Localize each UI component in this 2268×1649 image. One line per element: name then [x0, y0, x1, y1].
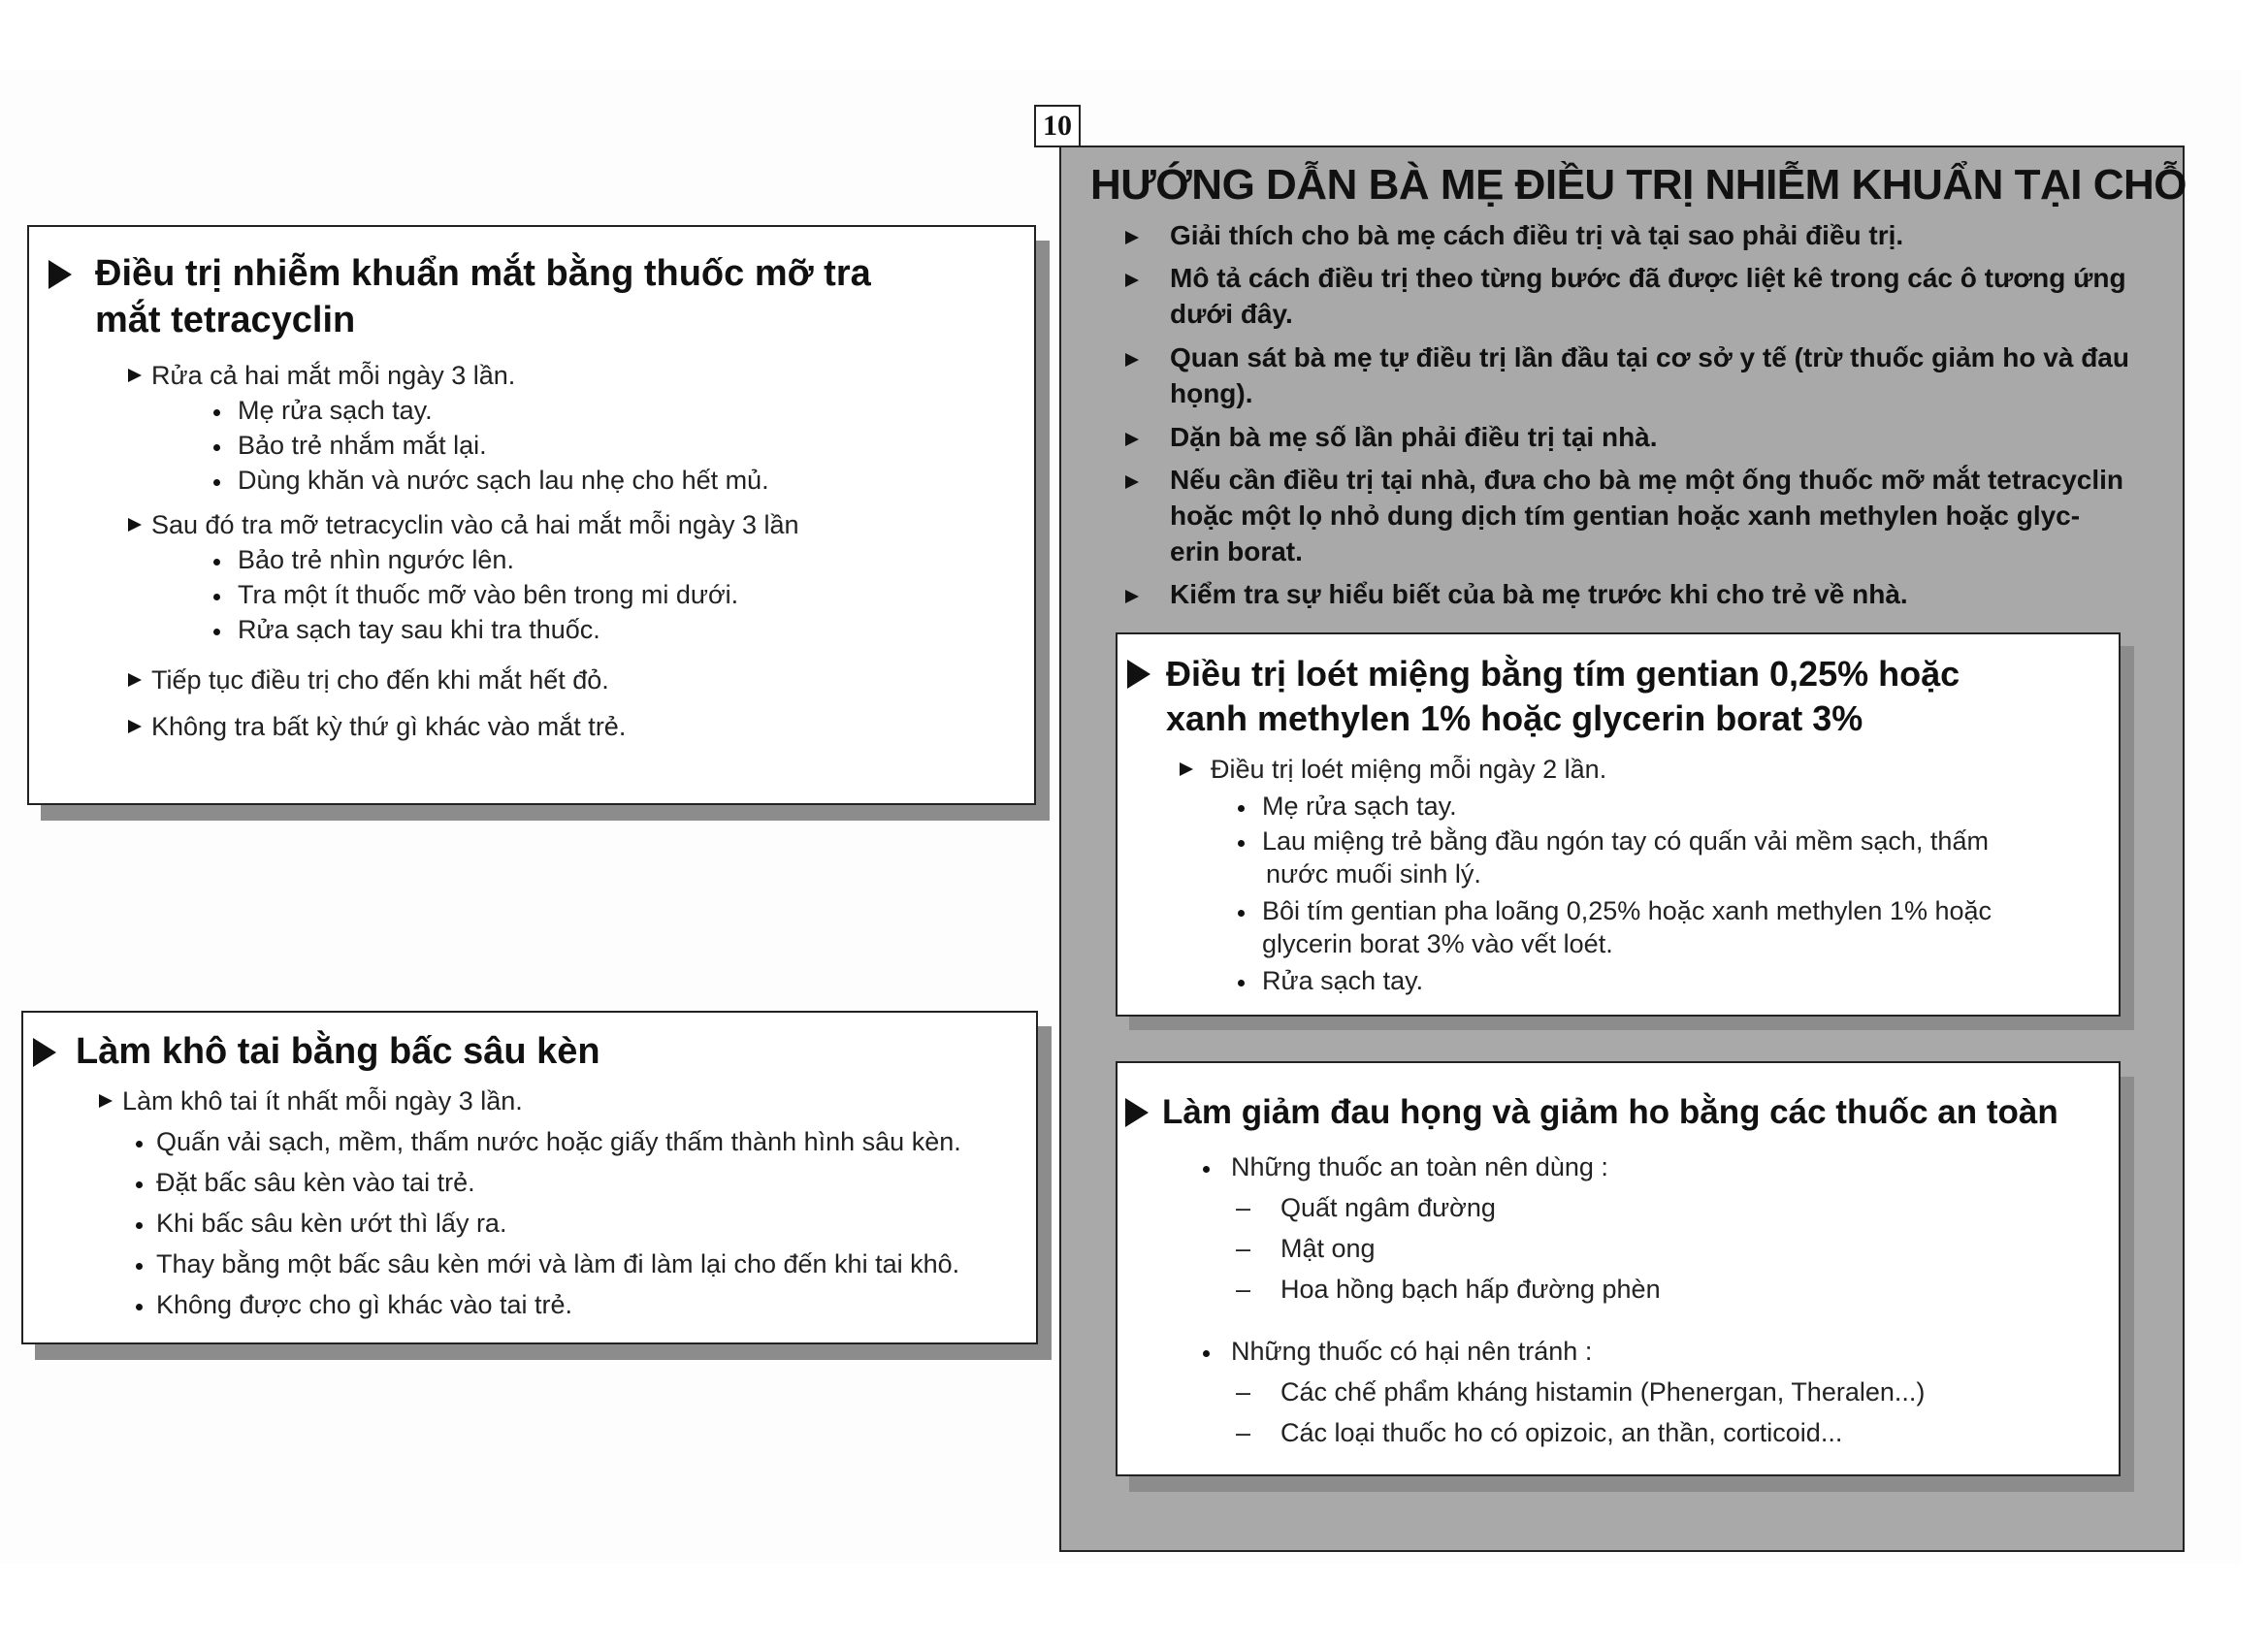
dot-bullet-icon — [136, 1141, 143, 1148]
dot-bullet-icon — [136, 1304, 143, 1310]
dot-bullet-icon — [136, 1263, 143, 1270]
eye-step-4: Không tra bất kỳ thứ gì khác vào mắt trẻ. — [128, 710, 626, 743]
throat-safe-1: – Quất ngâm đường — [1236, 1193, 1496, 1222]
mouth-step: Điều trị loét miệng mỗi ngày 2 lần. — [1180, 753, 1606, 786]
throat-safe-2: – Mật ong — [1236, 1234, 1376, 1263]
mouth-sub-3: Bôi tím gentian pha loãng 0,25% hoặc xanh methylen 1% hoặc glycerin borat 3% vào vết loét. — [1238, 894, 1992, 960]
dot-bullet-icon — [1238, 840, 1245, 847]
throat-box-title: Làm giảm đau họng và giảm ho bằng các thuốc an toàn — [1125, 1090, 2058, 1135]
dot-bullet-icon — [213, 559, 220, 566]
mouth-box-title-line-2: xanh methylen 1% hoặc glycerin borat 3% — [1166, 698, 1863, 738]
arrow-bullet-icon — [1125, 353, 1139, 367]
arrow-bullet-icon — [1125, 433, 1139, 446]
eye-box-title-line-1: Điều trị nhiễm khuẩn mắt bằng thuốc mỡ tra — [95, 253, 871, 294]
mouth-sub-2: Lau miệng trẻ bằng đầu ngón tay có quấn vải mềm sạch, thấm nước muối sinh lý. — [1238, 824, 1989, 890]
dot-bullet-icon — [1203, 1350, 1210, 1357]
mouth-box-title — [1127, 652, 1960, 741]
ear-sub-2: Đặt bấc sâu kèn vào tai trẻ. — [136, 1166, 475, 1199]
arrow-bullet-icon — [99, 1094, 113, 1108]
eye-box-title — [49, 250, 871, 343]
arrow-bullet-icon — [1125, 231, 1139, 244]
mouth-sub-4: Rửa sạch tay. — [1238, 964, 1423, 997]
arrow-bullet-icon — [128, 720, 142, 733]
triangle-marker-icon — [1127, 660, 1150, 689]
throat-harmful-1: – Các chế phẩm kháng histamin (Phenergan, Theralen...) — [1236, 1377, 1926, 1406]
eye-step-2: Sau đó tra mỡ tetracyclin vào cả hai mắt mỗi ngày 3 lần — [128, 508, 799, 541]
dot-bullet-icon — [1238, 980, 1245, 986]
arrow-bullet-icon — [1125, 274, 1139, 287]
guide-title: HƯỚNG DẪN BÀ MẸ ĐIỀU TRỊ NHIỄM KHUẨN TẠI CHỖ — [1090, 161, 2187, 209]
eye-step-1-sub-1: Mẹ rửa sạch tay. — [213, 394, 433, 427]
ear-sub-1: Quấn vải sạch, mềm, thấm nước hoặc giấy thấm thành hình sâu kèn. — [136, 1125, 961, 1158]
guide-item-1: Giải thích cho bà mẹ cách điều trị và tại sao phải điều trị. — [1125, 217, 1903, 253]
ear-step: Làm khô tai ít nhất mỗi ngày 3 lần. — [99, 1084, 523, 1117]
guide-item-2: Mô tả cách điều trị theo từng bước đã được liệt kê trong các ô tương ứng dưới đây. — [1125, 260, 2126, 332]
dot-bullet-icon — [1203, 1166, 1210, 1173]
dot-bullet-icon — [213, 444, 220, 451]
eye-step-1: Rửa cả hai mắt mỗi ngày 3 lần. — [128, 359, 515, 392]
ear-box-title: Làm khô tai bằng bấc sâu kèn — [33, 1028, 600, 1075]
dot-bullet-icon — [136, 1181, 143, 1188]
arrow-bullet-icon — [1125, 590, 1139, 603]
eye-step-2-sub-3: Rửa sạch tay sau khi tra thuốc. — [213, 613, 600, 646]
throat-safe-3: – Hoa hồng bạch hấp đường phèn — [1236, 1275, 1661, 1304]
throat-safe-label: Những thuốc an toàn nên dùng : — [1203, 1150, 1608, 1183]
dot-bullet-icon — [1238, 805, 1245, 812]
ear-sub-5: Không được cho gì khác vào tai trẻ. — [136, 1288, 572, 1321]
triangle-marker-icon — [49, 260, 72, 289]
eye-step-3: Tiếp tục điều trị cho đến khi mắt hết đỏ. — [128, 663, 609, 696]
eye-step-2-sub-2: Tra một ít thuốc mỡ vào bên trong mi dưới. — [213, 578, 738, 611]
guide-item-5: Nếu cần điều trị tại nhà, đưa cho bà mẹ một ống thuốc mỡ mắt tetracyclin hoặc một lọ nhỏ dung dịch tím gentian hoặc xanh methylen hoặc glyc- erin borat. — [1125, 462, 2123, 569]
arrow-bullet-icon — [1180, 762, 1193, 776]
mouth-sub-1: Mẹ rửa sạch tay. — [1238, 790, 1457, 823]
arrow-bullet-icon — [128, 673, 142, 687]
arrow-bullet-icon — [128, 369, 142, 382]
dot-bullet-icon — [213, 409, 220, 416]
arrow-bullet-icon — [128, 518, 142, 532]
dot-bullet-icon — [213, 479, 220, 486]
guide-item-6: Kiểm tra sự hiểu biết của bà mẹ trước khi cho trẻ về nhà. — [1125, 576, 1908, 612]
mouth-box-title-line-1: Điều trị loét miệng bằng tím gentian 0,25% hoặc — [1166, 654, 1960, 694]
ear-sub-3: Khi bấc sâu kèn ướt thì lấy ra. — [136, 1207, 506, 1240]
eye-step-2-sub-1: Bảo trẻ nhìn ngước lên. — [213, 543, 514, 576]
eye-step-1-sub-2: Bảo trẻ nhắm mắt lại. — [213, 429, 487, 462]
dot-bullet-icon — [136, 1222, 143, 1229]
triangle-marker-icon — [33, 1038, 56, 1067]
triangle-marker-icon — [1125, 1098, 1149, 1127]
guide-item-4: Dặn bà mẹ số lần phải điều trị tại nhà. — [1125, 419, 1658, 455]
guide-item-3: Quan sát bà mẹ tự điều trị lần đầu tại cơ sở y tế (trừ thuốc giảm ho và đau họng). — [1125, 340, 2129, 411]
eye-step-1-sub-3: Dùng khăn và nước sạch lau nhẹ cho hết mủ. — [213, 464, 769, 497]
arrow-bullet-icon — [1125, 475, 1139, 489]
dot-bullet-icon — [1238, 910, 1245, 917]
throat-harmful-2: – Các loại thuốc ho có opizoic, an thần, corticoid... — [1236, 1418, 1843, 1447]
page-number: 10 — [1034, 105, 1081, 147]
dot-bullet-icon — [213, 594, 220, 600]
eye-box-title-line-2: mắt tetracyclin — [95, 300, 356, 340]
ear-sub-4: Thay bằng một bấc sâu kèn mới và làm đi làm lại cho đến khi tai khô. — [136, 1247, 959, 1280]
dot-bullet-icon — [213, 629, 220, 635]
throat-harmful-label: Những thuốc có hại nên tránh : — [1203, 1335, 1592, 1368]
